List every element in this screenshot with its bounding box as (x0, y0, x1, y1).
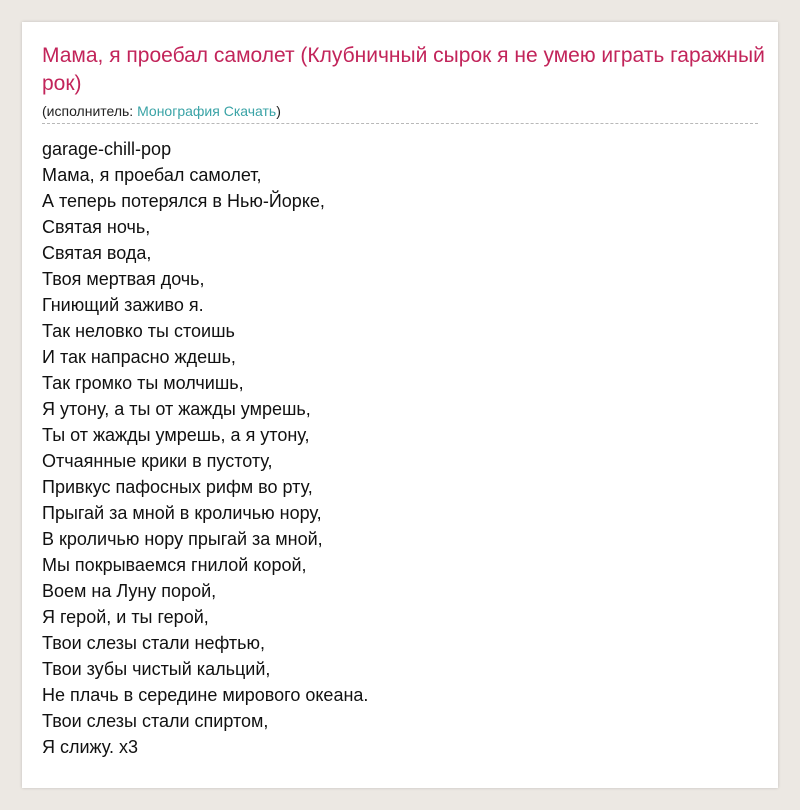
lyric-line: Я слижу. x3 (42, 737, 139, 757)
lyric-line: Не плачь в середине мирового океана. (42, 685, 369, 705)
lyric-line: Мама, я проебал самолет, (42, 165, 262, 185)
lyric-line: Гниющий заживо я. (42, 295, 204, 315)
lyric-line: Воем на Луну порой, (42, 581, 217, 601)
artist-link[interactable]: Монография (137, 103, 220, 119)
lyric-line: Твои слезы стали спиртом, (42, 711, 269, 731)
lyric-line: Прыгай за мной в кроличью нору, (42, 503, 322, 523)
lyric-line: Твои слезы стали нефтью, (42, 633, 266, 653)
lyric-line: Отчаянные крики в пустоту, (42, 451, 273, 471)
lyrics-card (22, 22, 778, 788)
song-title: Мама, я проебал самолет (Клубничный сырок я не умею играть гаражный рок) (42, 44, 765, 95)
lyric-line: Твои зубы чистый кальций, (42, 659, 271, 679)
download-link[interactable]: Скачать (223, 103, 277, 119)
lyrics-text (42, 136, 758, 760)
lyric-line: Святая ночь, (42, 217, 151, 237)
lyric-line: Так громко ты молчишь, (42, 373, 244, 393)
lyric-line: Я утону, а ты от жажды умрешь, (42, 399, 311, 419)
artist-suffix: ) (276, 103, 281, 119)
lyric-line: Святая вода, (42, 243, 152, 263)
artist-prefix: (исполнитель: (42, 103, 138, 119)
lyric-line: garage-chill-pop (42, 139, 172, 159)
lyric-line: Так неловко ты стоишь (42, 321, 235, 341)
lyric-line: Твоя мертвая дочь, (42, 269, 205, 289)
lyric-line: В кроличью нору прыгай за мной, (42, 529, 323, 549)
lyric-line: Я герой, и ты герой, (42, 607, 209, 627)
lyric-line: Мы покрываемся гнилой корой, (42, 555, 307, 575)
lyric-line: Ты от жажды умрешь, а я утону, (42, 425, 310, 445)
lyric-line: А теперь потерялся в Нью-Йорке, (42, 191, 325, 211)
artist-line (42, 102, 281, 120)
lyric-line: Привкус пафосных рифм во рту, (42, 477, 313, 497)
lyric-line: И так напрасно ждешь, (42, 347, 236, 367)
divider (42, 123, 758, 124)
